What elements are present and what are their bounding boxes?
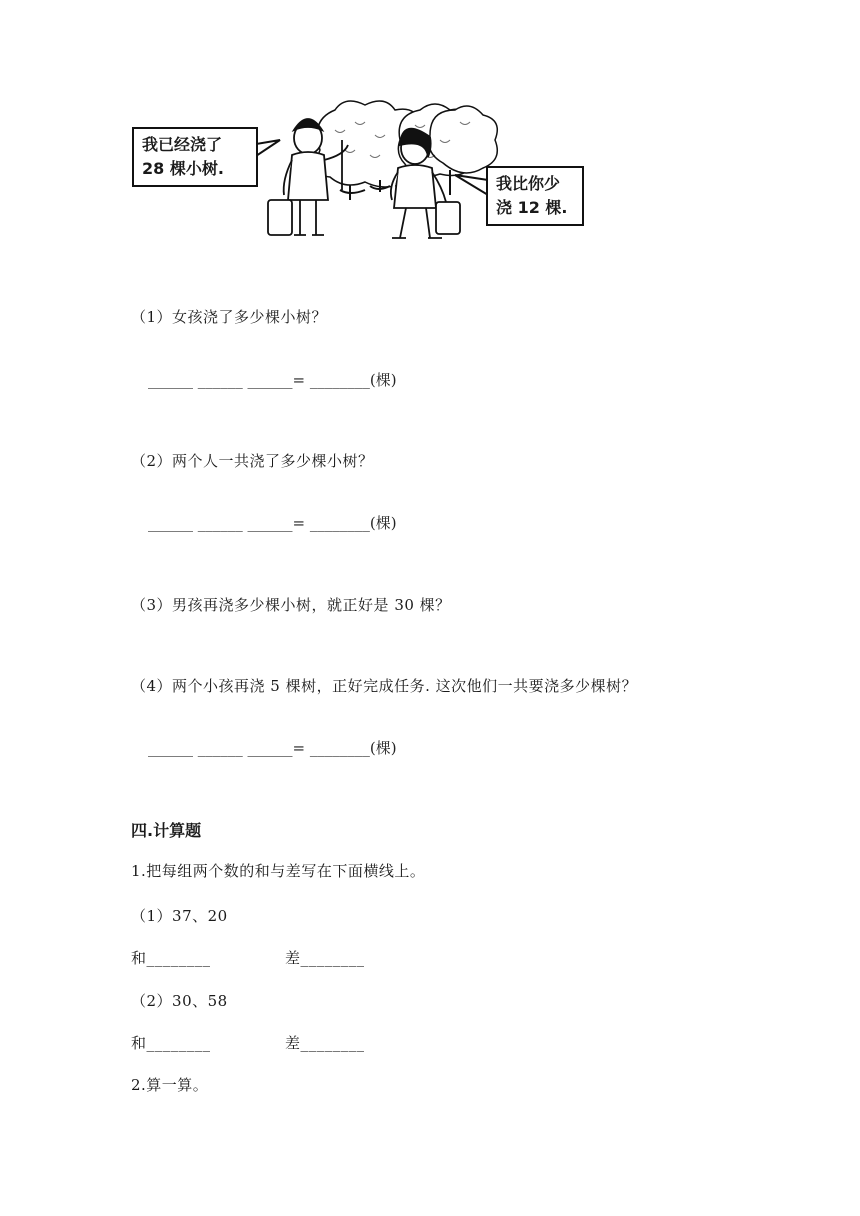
group-2-diff[interactable]: 差________	[285, 1034, 365, 1052]
illustration	[130, 100, 590, 245]
group-2-label: （2）30、58	[131, 992, 228, 1010]
answer-line-1[interactable]: ______ ______ ______= ________(棵)	[148, 371, 397, 389]
item-1-title: 1.把每组两个数的和与差写在下面横线上。	[131, 862, 426, 880]
left-speech-line-1: 我已经浇了	[142, 135, 223, 154]
question-4: （4）两个小孩再浇 5 棵树，正好完成任务. 这次他们一共要浇多少棵树？	[131, 677, 638, 695]
question-1: （1）女孩浇了多少棵小树？	[131, 308, 328, 326]
item-2-title: 2.算一算。	[131, 1076, 209, 1094]
answer-line-2[interactable]: ______ ______ ______= ________(棵)	[148, 514, 397, 532]
right-speech-line-1: 我比你少	[496, 174, 561, 193]
left-speech-line-2: 28 棵小树.	[142, 159, 224, 178]
question-3: （3）男孩再浇多少棵小树，就正好是 30 棵？	[131, 596, 451, 614]
question-2: （2）两个人一共浇了多少棵小树？	[131, 452, 374, 470]
left-speech-bubble	[132, 127, 258, 187]
group-1-diff[interactable]: 差________	[285, 949, 365, 967]
group-1-sum[interactable]: 和________	[131, 949, 211, 967]
answer-line-4[interactable]: ______ ______ ______= ________(棵)	[148, 739, 397, 757]
right-speech-line-2: 浇 12 棵.	[496, 198, 568, 217]
section-heading: 四.计算题	[131, 821, 202, 840]
right-speech-bubble	[486, 166, 584, 226]
group-1-label: （1）37、20	[131, 907, 228, 925]
group-2-sum[interactable]: 和________	[131, 1034, 211, 1052]
